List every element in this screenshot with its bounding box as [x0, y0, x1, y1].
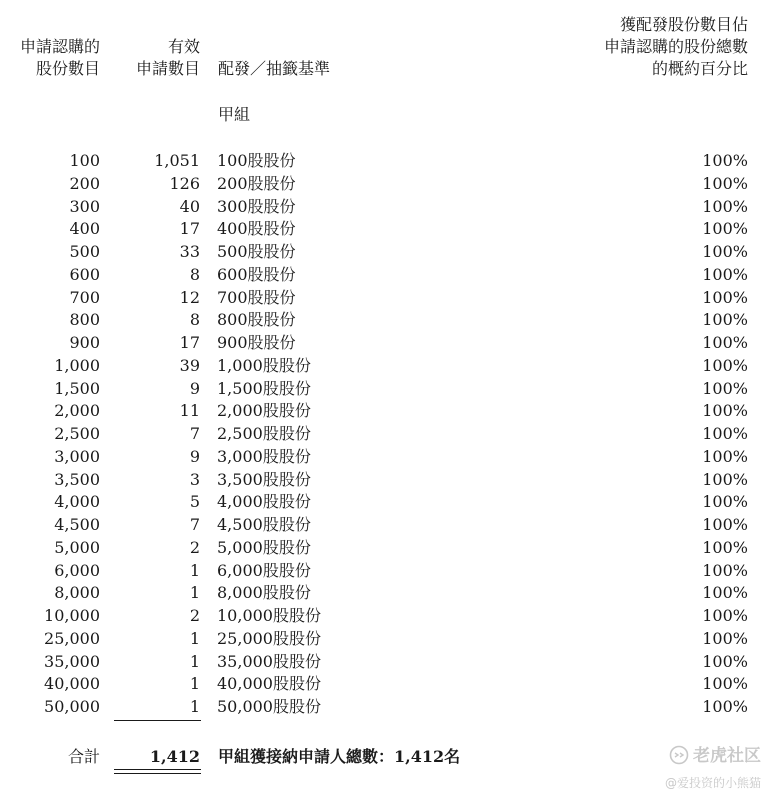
cell-percentage: 100%	[702, 378, 748, 398]
cell-valid-applications: 17	[179, 333, 200, 352]
table-row	[0, 469, 775, 492]
basis-number: 35,000	[217, 651, 273, 671]
cell-valid-applications: 17	[179, 219, 200, 239]
cell-valid-applications: 1,051	[154, 151, 200, 170]
cell-allotment-basis	[217, 287, 296, 310]
cell-allotment-basis	[217, 560, 311, 583]
table-row	[0, 696, 775, 719]
cell-allotment-basis	[217, 651, 321, 674]
cell-allotment-basis	[217, 423, 311, 446]
header-line: 申請認購的股份總數	[603, 37, 748, 56]
table-row	[0, 173, 775, 196]
basis-number: 40,000	[217, 674, 273, 694]
cell-shares-applied: 35,000	[44, 651, 100, 671]
cell-shares-applied: 50,000	[44, 697, 100, 716]
cell-percentage: 100%	[702, 173, 748, 193]
cell-shares-applied: 500	[69, 242, 100, 261]
cell-percentage: 100%	[702, 606, 748, 625]
cell-allotment-basis	[217, 628, 321, 651]
cell-shares-applied: 4,500	[54, 515, 100, 534]
basis-unit: 股股份	[262, 537, 311, 557]
cell-valid-applications: 9	[189, 446, 200, 466]
cell-allotment-basis	[217, 173, 296, 196]
cell-shares-applied: 3,000	[54, 446, 100, 466]
basis-number: 3,000	[217, 446, 263, 466]
total-note-number: 1,412	[394, 747, 445, 766]
cell-percentage: 100%	[702, 310, 748, 330]
basis-number: 800	[217, 310, 248, 330]
basis-number: 300	[217, 196, 248, 216]
header-line: 股份數目	[35, 59, 100, 78]
cell-percentage: 100%	[702, 537, 748, 557]
table-row	[0, 287, 775, 310]
group-label: 甲組	[218, 105, 251, 124]
basis-unit: 股股份	[262, 446, 311, 466]
table-row	[0, 560, 775, 583]
total-double-rule	[114, 769, 201, 774]
basis-unit: 股股份	[272, 606, 321, 625]
cell-percentage: 100%	[702, 583, 748, 603]
watermark-sub: @爱投资的小熊猫	[664, 776, 761, 790]
cell-shares-applied: 100	[69, 151, 100, 170]
cell-percentage: 100%	[702, 446, 748, 466]
cell-valid-applications: 8	[189, 310, 200, 330]
cell-shares-applied: 10,000	[44, 606, 100, 625]
header-line: 獲配發股份數目佔	[619, 15, 748, 34]
basis-number: 50,000	[217, 697, 273, 716]
basis-unit: 股股份	[262, 355, 311, 375]
cell-shares-applied: 1,000	[54, 355, 100, 375]
cell-allotment-basis	[217, 696, 321, 719]
cell-percentage: 100%	[702, 492, 748, 512]
cell-allotment-basis	[217, 469, 311, 492]
cell-percentage: 100%	[702, 264, 748, 284]
basis-number: 5,000	[217, 537, 263, 557]
cell-shares-applied: 25,000	[44, 628, 100, 648]
cell-valid-applications: 7	[189, 515, 200, 534]
table-row	[0, 218, 775, 241]
table-row	[0, 446, 775, 469]
cell-shares-applied: 8,000	[54, 583, 100, 603]
cell-shares-applied: 2,500	[54, 424, 100, 443]
header-line: 有效	[167, 37, 200, 56]
cell-percentage: 100%	[702, 469, 748, 489]
cell-percentage: 100%	[702, 401, 748, 421]
basis-number: 700	[217, 287, 248, 307]
basis-number: 1,000	[217, 355, 263, 375]
cell-shares-applied: 1,500	[54, 378, 100, 398]
cell-valid-applications: 1	[189, 628, 200, 648]
watermark	[665, 744, 761, 792]
header-approx-percentage	[604, 14, 748, 80]
cell-shares-applied: 5,000	[54, 537, 100, 557]
table-row	[0, 378, 775, 401]
cell-percentage: 100%	[702, 333, 748, 352]
basis-number: 10,000	[217, 606, 273, 625]
table-row	[0, 673, 775, 696]
cell-valid-applications: 11	[179, 401, 200, 421]
cell-shares-applied: 200	[69, 173, 100, 193]
basis-unit: 股股份	[262, 424, 311, 443]
basis-unit: 股股份	[247, 173, 296, 193]
basis-unit: 股股份	[262, 492, 311, 512]
cell-allotment-basis	[217, 446, 311, 469]
basis-number: 2,000	[217, 401, 263, 421]
cell-allotment-basis	[217, 605, 321, 628]
cell-percentage: 100%	[702, 515, 748, 534]
table-row	[0, 196, 775, 219]
basis-unit: 股股份	[272, 651, 321, 671]
subtotal-rule	[114, 720, 201, 721]
total-note-prefix: 甲組獲接納申請人總數：	[218, 747, 395, 766]
basis-unit: 股股份	[247, 264, 296, 284]
cell-allotment-basis	[217, 673, 321, 696]
cell-allotment-basis	[217, 218, 296, 241]
cell-percentage: 100%	[702, 355, 748, 375]
cell-allotment-basis	[217, 150, 296, 173]
header-line: 申請認購的	[19, 37, 100, 56]
cell-valid-applications: 1	[189, 651, 200, 671]
header-line: 申請數目	[135, 59, 200, 78]
cell-allotment-basis	[217, 514, 311, 537]
cell-shares-applied: 900	[69, 333, 100, 352]
cell-valid-applications: 2	[189, 537, 200, 557]
cell-valid-applications: 9	[189, 378, 200, 398]
table-row	[0, 514, 775, 537]
basis-unit: 股股份	[247, 219, 296, 239]
cell-allotment-basis	[217, 309, 296, 332]
allotment-table-body	[0, 150, 775, 719]
cell-allotment-basis	[217, 491, 311, 514]
cell-allotment-basis	[217, 196, 296, 219]
cell-valid-applications: 33	[179, 242, 200, 261]
table-row	[0, 651, 775, 674]
basis-unit: 股股份	[262, 378, 311, 398]
basis-number: 400	[217, 219, 248, 239]
cell-shares-applied: 400	[69, 219, 100, 239]
table-row	[0, 309, 775, 332]
basis-unit: 股股份	[247, 242, 296, 261]
table-row	[0, 582, 775, 605]
header-line: 配發／抽籤基準	[218, 59, 331, 78]
cell-shares-applied: 800	[69, 310, 100, 330]
table-row	[0, 628, 775, 651]
basis-number: 25,000	[217, 628, 273, 648]
cell-percentage: 100%	[702, 196, 748, 216]
watermark-main-text: 老虎社区	[693, 746, 761, 766]
cell-valid-applications: 1	[189, 674, 200, 694]
basis-number: 500	[217, 242, 248, 261]
cell-shares-applied: 4,000	[54, 492, 100, 512]
total-note-suffix: 名	[444, 747, 461, 766]
basis-number: 4,500	[217, 515, 263, 534]
header-allotment-basis	[218, 58, 330, 80]
table-row	[0, 355, 775, 378]
basis-number: 900	[217, 333, 248, 352]
header-shares-applied	[0, 36, 100, 80]
total-note	[218, 746, 460, 768]
basis-number: 200	[217, 173, 248, 193]
table-row	[0, 264, 775, 287]
table-row	[0, 491, 775, 514]
cell-valid-applications: 3	[189, 469, 200, 489]
basis-unit: 股股份	[247, 287, 296, 307]
tiger-logo-icon	[669, 745, 689, 765]
basis-unit: 股股份	[262, 469, 311, 489]
table-row	[0, 241, 775, 264]
cell-percentage: 100%	[702, 560, 748, 580]
cell-valid-applications: 1	[189, 560, 200, 580]
cell-percentage: 100%	[702, 287, 748, 307]
table-row	[0, 400, 775, 423]
cell-shares-applied: 2,000	[54, 401, 100, 421]
cell-percentage: 100%	[702, 674, 748, 694]
basis-unit: 股股份	[247, 310, 296, 330]
cell-allotment-basis	[217, 241, 296, 264]
basis-unit: 股股份	[262, 401, 311, 421]
cell-percentage: 100%	[702, 628, 748, 648]
basis-unit: 股股份	[247, 333, 296, 352]
table-row	[0, 332, 775, 355]
cell-shares-applied: 3,500	[54, 469, 100, 489]
basis-number: 4,000	[217, 492, 263, 512]
total-count: 1,412	[149, 747, 200, 766]
basis-unit: 股股份	[272, 674, 321, 694]
basis-number: 600	[217, 264, 248, 284]
cell-valid-applications: 1	[189, 583, 200, 603]
cell-valid-applications: 5	[189, 492, 200, 512]
header-line: 的概約百分比	[651, 59, 748, 78]
header-valid-applications	[110, 36, 200, 80]
cell-allotment-basis	[217, 264, 296, 287]
table-row	[0, 537, 775, 560]
basis-unit: 股股份	[272, 697, 321, 716]
cell-valid-applications: 39	[179, 355, 200, 375]
cell-percentage: 100%	[702, 651, 748, 671]
basis-number: 100	[217, 151, 248, 170]
cell-valid-applications: 8	[189, 264, 200, 284]
total-label: 合計	[67, 747, 100, 766]
basis-unit: 股股份	[247, 151, 296, 170]
cell-percentage: 100%	[702, 219, 748, 239]
cell-percentage: 100%	[702, 242, 748, 261]
cell-percentage: 100%	[702, 697, 748, 716]
cell-allotment-basis	[217, 400, 311, 423]
basis-unit: 股股份	[262, 560, 311, 580]
cell-valid-applications: 2	[189, 606, 200, 625]
cell-shares-applied: 700	[69, 287, 100, 307]
cell-valid-applications: 12	[179, 287, 200, 307]
cell-allotment-basis	[217, 582, 311, 605]
cell-percentage: 100%	[702, 151, 748, 170]
basis-unit: 股股份	[262, 515, 311, 534]
cell-shares-applied: 300	[69, 196, 100, 216]
cell-shares-applied: 40,000	[44, 674, 100, 694]
basis-number: 8,000	[217, 583, 263, 603]
cell-valid-applications: 126	[169, 173, 200, 193]
cell-shares-applied: 600	[69, 264, 100, 284]
cell-valid-applications: 1	[189, 697, 200, 716]
cell-valid-applications: 40	[179, 196, 200, 216]
cell-shares-applied: 6,000	[54, 560, 100, 580]
cell-percentage: 100%	[702, 424, 748, 443]
basis-number: 1,500	[217, 378, 263, 398]
cell-valid-applications: 7	[189, 424, 200, 443]
cell-allotment-basis	[217, 332, 296, 355]
cell-allotment-basis	[217, 378, 311, 401]
table-row	[0, 150, 775, 173]
table-row	[0, 423, 775, 446]
basis-unit: 股股份	[247, 196, 296, 216]
watermark-main	[665, 744, 761, 768]
cell-allotment-basis	[217, 537, 311, 560]
basis-unit: 股股份	[262, 583, 311, 603]
basis-unit: 股股份	[272, 628, 321, 648]
cell-allotment-basis	[217, 355, 311, 378]
table-row	[0, 605, 775, 628]
basis-number: 3,500	[217, 469, 263, 489]
basis-number: 6,000	[217, 560, 263, 580]
basis-number: 2,500	[217, 424, 263, 443]
